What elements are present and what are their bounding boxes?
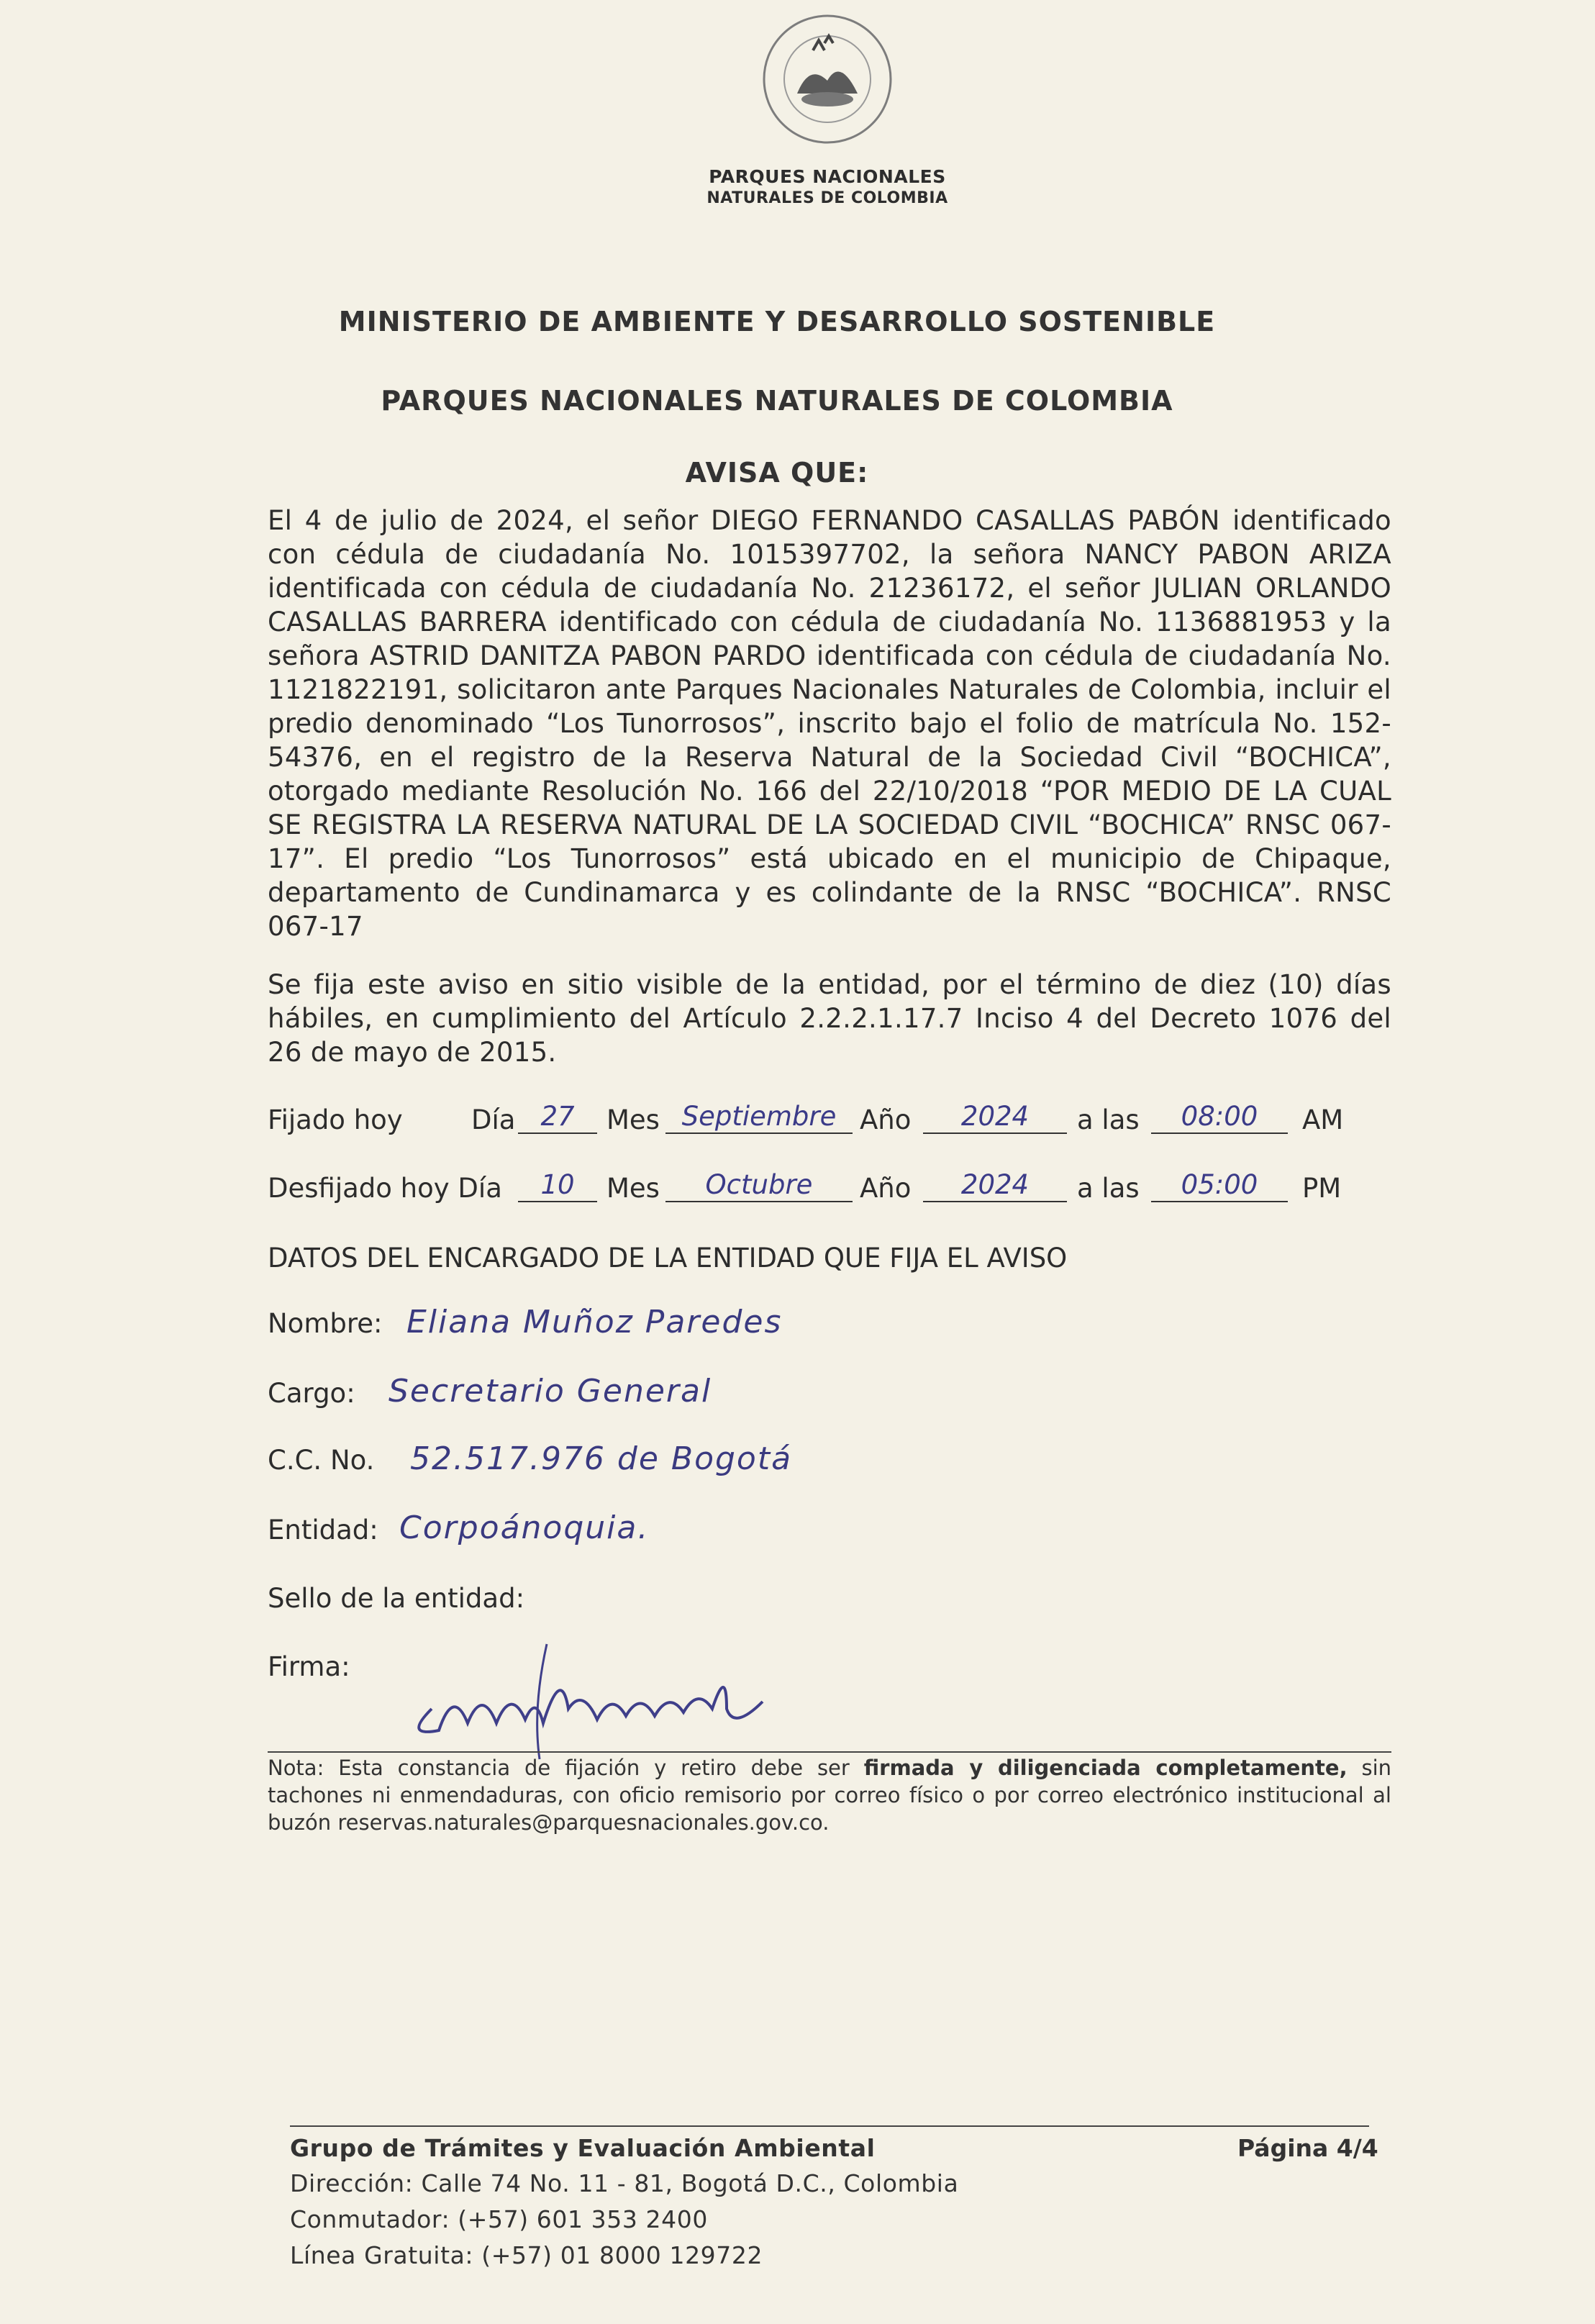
unfixed-month-field: Octubre [665, 1169, 853, 1202]
id-label: C.C. No. [268, 1445, 375, 1476]
fixed-row [268, 1103, 403, 1137]
responsible-heading: DATOS DEL ENCARGADO DE LA ENTIDAD QUE FIJA EL AVISO [268, 1243, 1068, 1274]
fixed-year-field: 2024 [923, 1101, 1067, 1134]
footer-address: Dirección: Calle 74 No. 11 - 81, Bogotá D.C., Colombia [290, 2169, 959, 2197]
ministry-title: MINISTERIO DE AMBIENTE Y DESARROLLO SOSTENIBLE [338, 306, 1216, 337]
posting-paragraph: Se fija este aviso en sitio visible de la entidad, por el término de diez (10) días hábiles, en cumplimiento del Artículo 2.2.2.1.17.7 Inciso 4 del Decreto 1076 del 26 de mayo de 2015. [268, 969, 1391, 1068]
unfixed-month-label: Mes [606, 1173, 660, 1204]
name-label: Nombre: [268, 1308, 383, 1339]
fixed-time-label: a las [1077, 1104, 1140, 1135]
unfixed-time-field: 05:00 [1151, 1169, 1288, 1202]
notice-paragraph: El 4 de julio de 2024, el señor DIEGO FERNANDO CASALLAS PABÓN identificado con cédula de ciudadanía No. 1015397702, la señora NANCY PABON ARIZA identificada con cédula de ciudadanía No. 21236172, el señor JULIAN ORLANDO CASALLAS BARRERA identificado con cédula de ciudadanía No. 1136881953 y la señora ASTRID DANITZA PABON PARDO identificada con cédula de ciudadanía No. 1121822191, solicitaron ante Parques Nacionales Naturales de Colombia, incluir el predio denominado “Los Tunorrosos”, inscrito bajo el folio de matrícula No. 152-54376, en el registro de la Reserva Natural de la Sociedad Civil “BOCHICA”, otorgado mediante Resolución No. 166 del 22/10/2018 “POR MEDIO DE LA CUAL SE REGISTRA LA RESERVA NATURAL DE LA SOCIEDAD CIVIL “BOCHICA” RNSC 067-17”. El predio “Los Tunorrosos” está ubicado en el municipio de Chipaque, departamento de Cundinamarca y es colindante de la RNSC “BOCHICA”. RNSC 067-17 [268, 505, 1391, 942]
unfixed-day-field: 10 [518, 1169, 597, 1202]
signature-line [268, 1751, 1391, 1753]
org-name-line2: NATURALES DE COLOMBIA [706, 189, 948, 207]
footer-group: Grupo de Trámites y Evaluación Ambiental [290, 2134, 876, 2162]
footer-phone: Conmutador: (+57) 601 353 2400 [290, 2205, 708, 2233]
fixed-day-field: 27 [518, 1101, 597, 1134]
fixed-month-field: Septiembre [665, 1101, 853, 1134]
entity-handwritten: Corpoánoquia. [399, 1510, 650, 1546]
page-number: Página 4/4 [1237, 2134, 1378, 2162]
note-suffix: sin tachones ni enmendaduras, con oficio remisorio por correo físico o por correo electrónico institucional al buzón reservas.naturales@parquesnacionales.gov.co. [268, 1756, 1392, 1835]
notice-title: AVISA QUE: [685, 457, 869, 489]
fixed-ampm: AM [1302, 1104, 1344, 1135]
footer-rule [290, 2125, 1369, 2127]
name-handwritten: Eliana Muñoz Paredes [406, 1304, 783, 1340]
signature-scribble [388, 1622, 806, 1766]
fixed-label: Fijado hoy [268, 1104, 403, 1135]
note-text [268, 1754, 1391, 1836]
parques-nacionales-seal [741, 0, 914, 162]
role-handwritten: Secretario General [388, 1373, 712, 1410]
fixed-time-field: 08:00 [1151, 1101, 1288, 1134]
role-label: Cargo: [268, 1378, 355, 1409]
footer-toll-free: Línea Gratuita: (+57) 01 8000 129722 [290, 2241, 763, 2269]
unfixed-time-label: a las [1077, 1173, 1140, 1204]
unfixed-year-field: 2024 [923, 1169, 1067, 1202]
fixed-year-label: Año [860, 1104, 912, 1135]
unfixed-label: Desfijado hoy Día [268, 1173, 502, 1204]
id-handwritten: 52.517.976 de Bogotá [410, 1440, 793, 1477]
fixed-month-label: Mes [606, 1104, 660, 1135]
seal-label: Sello de la entidad: [268, 1583, 525, 1614]
note-bold: firmada y diligenciada completamente, [863, 1756, 1348, 1780]
entity-title: PARQUES NACIONALES NATURALES DE COLOMBIA [381, 385, 1173, 417]
seal-emblem-icon [741, 0, 914, 162]
org-name-line1: PARQUES NACIONALES [709, 166, 946, 187]
unfixed-ampm: PM [1302, 1173, 1342, 1204]
note-prefix: Nota: Esta constancia de fijación y retiro debe ser [268, 1756, 864, 1780]
fixed-day-label: Día [471, 1104, 516, 1135]
unfixed-year-label: Año [860, 1173, 912, 1204]
entity-label: Entidad: [268, 1515, 378, 1545]
signature-label: Firma: [268, 1651, 350, 1682]
